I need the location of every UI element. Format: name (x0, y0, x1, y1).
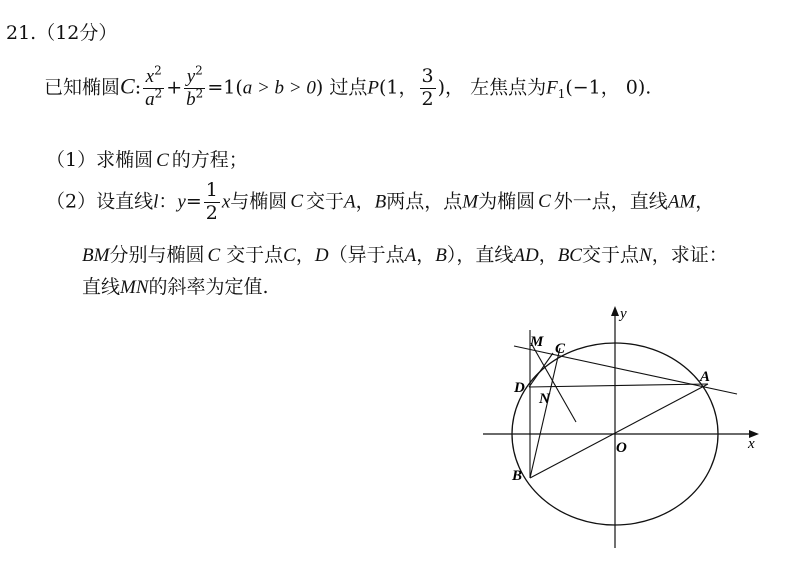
origin-label: O (616, 440, 627, 456)
x-axis-label: x (748, 436, 755, 452)
point-A-label: A (700, 369, 711, 385)
text: ，求证： (651, 244, 728, 266)
comma: ， (295, 244, 315, 266)
equals-one: =1( (207, 76, 243, 99)
a-var: a (145, 88, 155, 110)
colon: : (134, 76, 142, 99)
line-MN: MN (120, 277, 149, 298)
problem-number: 21. (6, 22, 37, 44)
ellipse-C: C (290, 191, 303, 213)
focus-text: 左焦点为 (470, 76, 547, 99)
text: （异于点 (328, 244, 405, 266)
line-BM: BM (82, 245, 110, 266)
text: 与椭圆 (230, 190, 288, 213)
focus-sub: 1 (557, 87, 566, 102)
part-1-label: （1） (46, 149, 97, 171)
b-var: b (186, 88, 196, 110)
point-A: A (404, 245, 417, 266)
x-var: x (221, 191, 231, 213)
line-l: l (153, 191, 159, 213)
point-M: M (462, 191, 479, 213)
point-B-label: B (512, 468, 523, 484)
comma: ， (538, 244, 558, 266)
k-num: 1 (205, 179, 218, 201)
k-den: 2 (205, 201, 218, 224)
text: 交于点 (581, 244, 639, 266)
y-axis-arrow-icon (611, 306, 619, 316)
p-close: )， (437, 76, 465, 99)
focus-F: F (546, 77, 558, 99)
text: 直线 (82, 276, 121, 298)
text: 两点，点 (386, 190, 463, 213)
point-P: P (367, 77, 379, 99)
close-paren: ) (315, 76, 324, 99)
comma: ， (355, 190, 375, 213)
point-D-label: D (514, 380, 525, 396)
comma: ， (416, 244, 436, 266)
point-B: B (374, 191, 387, 213)
y-var: y (177, 191, 186, 213)
part-1-text-a: 求椭圆 (96, 149, 154, 171)
y-axis-label: y (620, 306, 627, 322)
y-var: y (186, 66, 196, 87)
part-2-label: （2） (46, 190, 97, 213)
comma: ， (695, 190, 715, 213)
point-M-label: M (530, 334, 544, 350)
line-DC (529, 353, 553, 387)
p-num: 3 (421, 65, 434, 87)
line-l (530, 384, 708, 478)
line-AD: AD (513, 245, 539, 266)
condition: a > b > 0 (242, 77, 316, 99)
point-C-label: C (555, 341, 566, 357)
text: 为椭圆 (478, 190, 536, 213)
problem-points: （12分） (36, 22, 118, 44)
text: 交于点 (226, 244, 284, 266)
intro-lead: 已知椭圆 (44, 76, 121, 99)
ellipse-C: C (538, 191, 551, 213)
ellipse-name: C (120, 73, 135, 99)
point-D: D (314, 245, 329, 266)
text: 外一点，直线 (553, 190, 668, 213)
part-1-C: C (156, 150, 169, 171)
eq-sign: = (185, 190, 202, 213)
x-squared-fraction: $\frac{x^2}{a^2}$ (145, 63, 163, 110)
point-A: A (344, 191, 356, 213)
text: 的斜率为定值. (148, 276, 269, 298)
point-B: B (435, 245, 447, 266)
text: 分别与椭圆 (109, 244, 205, 266)
part-1-text-b: 的方程； (171, 149, 248, 171)
point-N: N (639, 245, 652, 266)
line-AM: AM (667, 191, 696, 213)
point-C: C (283, 245, 296, 266)
focus-coord: (−1， 0). (565, 76, 652, 99)
text: ： (158, 190, 178, 213)
plus-sign: + (166, 76, 183, 99)
p-open: (1， (378, 76, 418, 99)
text: ），直线 (446, 244, 514, 266)
text: 交于 (306, 190, 345, 213)
pass-text: 过点 (329, 76, 368, 99)
text: 设直线 (96, 190, 154, 213)
ellipse-C: C (207, 245, 221, 266)
x-var: x (145, 66, 155, 87)
y-squared-fraction: $\frac{y^2}{b^2}$ (186, 63, 204, 110)
point-N-label: N (539, 391, 550, 407)
p-den: 2 (421, 87, 434, 110)
line-BC: BC (557, 245, 582, 266)
